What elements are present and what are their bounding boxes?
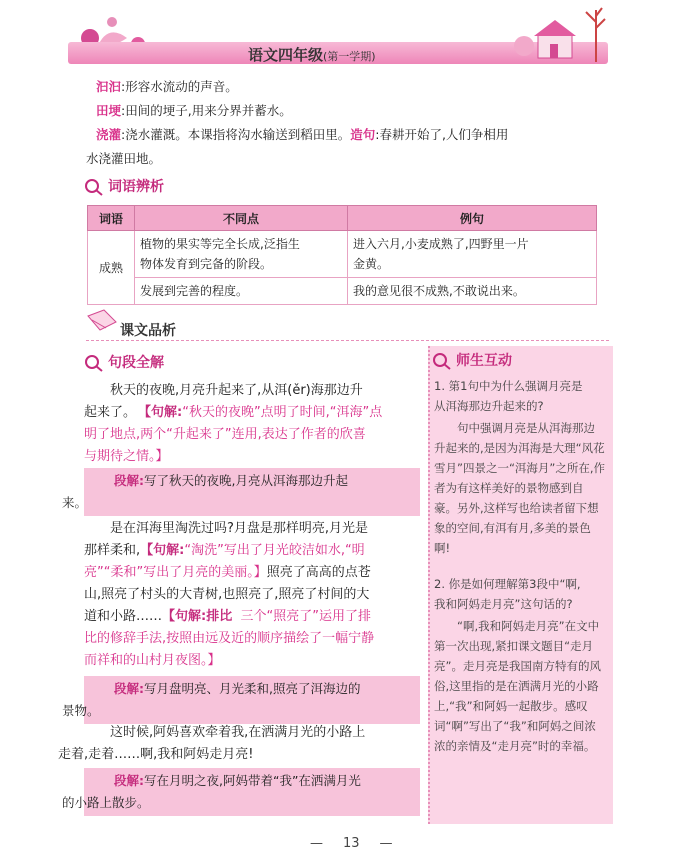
col-header-word: 词语 [88,206,135,231]
side-heading: 师生互动 [432,350,512,370]
house-tree-decoration-icon [510,2,610,68]
paragraph-analysis-2: 段解:写月盘明亮、月光柔和,照亮了洱海边的 景物。 [84,676,420,724]
gloss-line-3-cont: 水浇灌田地。 [86,151,162,166]
diff-cell: 植物的果实等完全长成,泛指生 物体发育到完备的阶段。 [135,231,348,278]
ciyu-table [87,205,597,305]
example-cell: 进入六月,小麦成熟了,四野里一片 金黄。 [348,231,597,278]
paragraph-3: 这时候,阿妈喜欢牵着我,在洒满月光的小路上 走着,走着……啊,我和阿妈走月亮! [58,725,366,762]
page-header [0,0,689,78]
sentence-analysis-1: 【句解:“秋天的夜晚”点明了时间,“洱海”点 [138,405,383,420]
answer-2: “啊,我和阿妈走月亮”在文中第一次出现,紧扣课文题目“走月亮”。走月亮是我国南方特有的风俗,这里指的是在洒满月光的小路上,“我”和阿妈一起散步。感叹词“啊”写出了“我”和阿妈之间浓浓的亲情及“走月亮”时的幸福。 [434,619,601,753]
table-row [88,278,597,305]
col-header-diff: 不同点 [135,206,348,231]
book-title: 语文四年级(第一学期) [248,46,376,64]
paragraph-analysis-3: 段解:写在月明之夜,阿妈带着“我”在洒满月光 的小路上散步。 [84,768,420,816]
jujie-heading: 句段全解 [84,352,164,372]
paragraph-1: 秋天的夜晚,月亮升起来了,从洱(ěr)海那边升 起来了。 [84,383,363,420]
example-cell: 我的意见很不成熟,不敢说出来。 [348,278,597,305]
question-2: 2. 你是如何理解第3段中“啊, 我和阿妈走月亮”这句话的? [434,577,581,611]
section-divider [86,340,609,341]
word-cell: 成熟 [88,231,135,305]
question-1: 1. 第1句中为什么强调月亮是 从洱海那边升起来的? [434,379,583,413]
magnifier-icon [84,354,104,372]
kewen-heading: 课文品析 [120,323,176,339]
paragraph-analysis-1: 段解:写了秋天的夜晚,月亮从洱海那边升起 来。 [84,468,420,516]
gloss-line-3: 浇灌:浇水灌溉。本课指将沟水输送到稻田里。造句:春耕开始了,人们争相用 [96,127,509,142]
col-header-example: 例句 [348,206,597,231]
diff-cell: 发展到完善的程度。 [135,278,348,305]
table-row [88,231,597,278]
gloss-line-1: 汩汩:形容水流动的声音。 [96,79,238,94]
magnifier-icon [84,178,104,196]
sentence-analysis-1b: 明了地点,两个“升起来了”连用,表达了作者的欣喜 与期待之情。】 [84,427,366,464]
table-header-row [88,206,597,231]
magnifier-icon [432,352,452,370]
page-number: — 13 — [310,836,393,851]
paragraph-2: 是在洱海里淘洗过吗?月盘是那样明亮,月光是 [110,521,369,536]
gloss-line-2: 田埂:田间的埂子,用来分界并蓄水。 [96,103,292,118]
answer-1: 句中强调月亮是从洱海那边升起来的,是因为洱海是大理“风花雪月”四景之一“洱海月”之所在,作者为有这样美好的景物感到自豪。另外,这样写也给读者留下想象的空间,有洱有月,多美的景色啊! [434,421,606,555]
ciyu-heading: 词语辨析 [84,176,164,196]
paragraph-2b: 那样柔和,【句解:“淘洗”写出了月光皎洁如水,“明 亮”“柔和”写出了月亮的美丽。】照亮了高高的点苍 山,照亮了村头的大青树,也照亮了,照亮了村间的大 道和小路……【句解:排比 三个“照亮了”运用了排 比的修辞手法,按照由远及近的顺序描绘了一幅宁静 而祥和的山村月夜图。】 [84,543,375,668]
